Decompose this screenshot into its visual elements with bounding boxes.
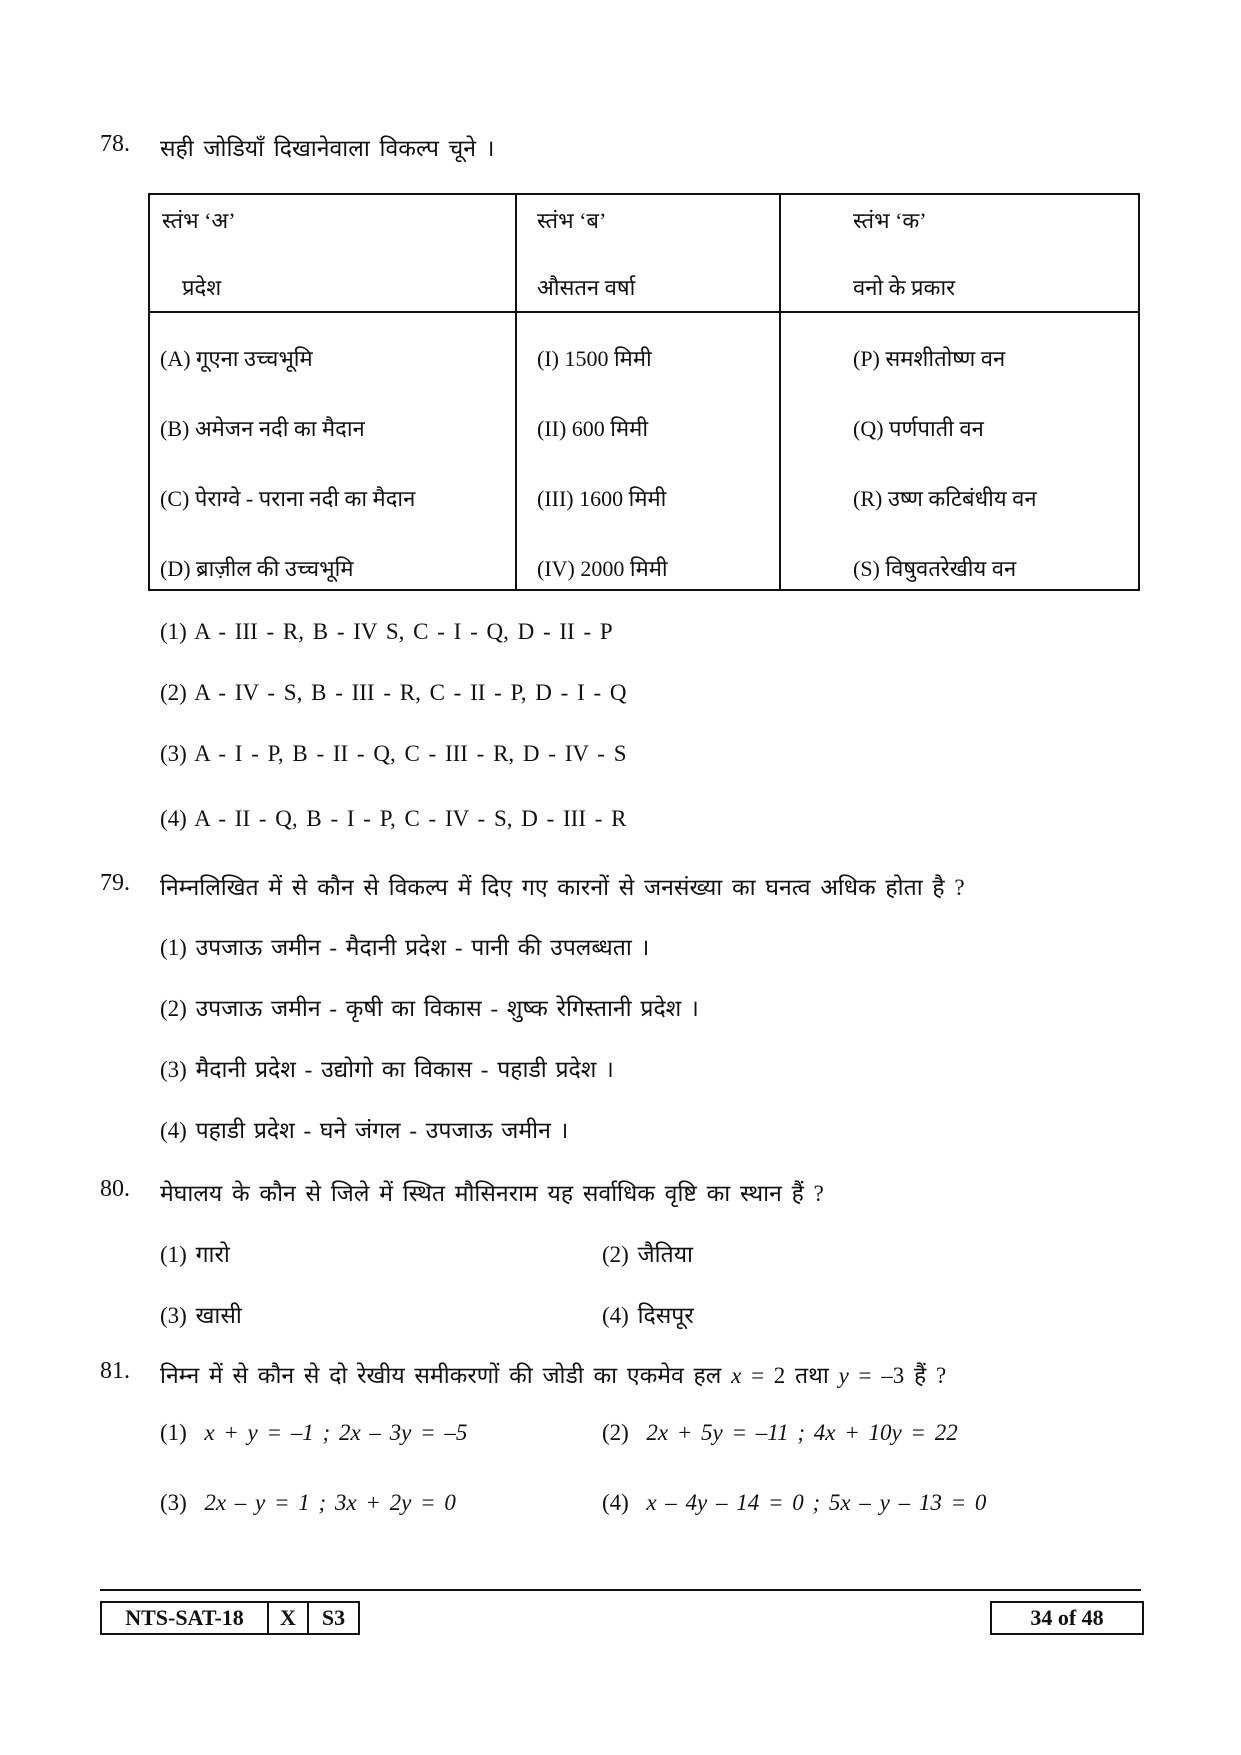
equation-pair: x + y = –1 ; 2x – 3y = –5: [204, 1420, 468, 1445]
answer-option[interactable]: (4) A - II - Q, B - I - P, C - IV - S, D - III - R: [160, 806, 627, 831]
list-item: (D) ब्राज़ील की उच्चभूमि: [160, 556, 354, 581]
column-subtitle: प्रदेश: [182, 275, 222, 300]
question-text-part: = 2 तथा: [751, 1363, 829, 1388]
option-number: (1): [160, 1420, 187, 1445]
list-item: (S) विषुवतरेखीय वन: [853, 556, 1017, 581]
answer-option[interactable]: [602, 1420, 958, 1446]
table-header-cell: [780, 194, 1139, 312]
equation-pair: 2x + 5y = –11 ; 4x + 10y = 22: [646, 1420, 958, 1445]
question-text: [160, 1358, 946, 1390]
answer-option[interactable]: (1) उपजाऊ जमीन - मैदानी प्रदेश - पानी की उपलब्धता ।: [160, 935, 650, 960]
page-number: 34 of 48: [1030, 1605, 1104, 1630]
list-item: (I) 1500 मिमी: [537, 346, 652, 371]
math-variable: y: [838, 1363, 849, 1388]
column-subtitle: औसतन वर्षा: [537, 275, 636, 300]
list-item: (III) 1600 मिमी: [537, 486, 667, 511]
question-number: 81.: [100, 1358, 130, 1384]
question-number: 80.: [100, 1176, 130, 1202]
list-item: (II) 600 मिमी: [537, 416, 649, 441]
answer-option[interactable]: [602, 1490, 986, 1516]
option-number: (3): [160, 1490, 187, 1515]
answer-option[interactable]: (2) A - IV - S, B - III - R, C - II - P, D - I - Q: [160, 680, 627, 705]
column-title: स्तंभ ‘ब’: [537, 208, 607, 233]
question-text: मेघालय के कौन से जिले में स्थित मौसिनराम यह सर्वाधिक वृष्टि का स्थान हैं ?: [160, 1181, 824, 1206]
matching-table: [148, 193, 1140, 591]
list-item: (B) अमेजन नदी का मैदान: [160, 416, 365, 441]
answer-option[interactable]: (4) पहाडी प्रदेश - घने जंगल - उपजाऊ जमीन ।: [160, 1118, 569, 1143]
list-item: (P) समशीतोष्ण वन: [853, 346, 1006, 371]
question-text: निम्नलिखित में से कौन से विकल्प में दिए गए कारनों से जनसंख्या का घनत्व अधिक होता है ?: [160, 875, 965, 900]
answer-option[interactable]: (2) उपजाऊ जमीन - कृषी का विकास - शुष्क रेगिस्तानी प्रदेश ।: [160, 996, 699, 1021]
option-number: (2): [602, 1420, 629, 1445]
footer-divider: [100, 1589, 1141, 1591]
question-number: 78.: [100, 131, 130, 157]
answer-option[interactable]: (4) दिसपूर: [602, 1303, 694, 1328]
answer-option[interactable]: (3) A - I - P, B - II - Q, C - III - R, D - IV - S: [160, 741, 627, 766]
table-header-cell: [149, 194, 516, 312]
list-item: (IV) 2000 मिमी: [537, 556, 668, 581]
class-label: X: [269, 1603, 309, 1633]
list-item: (C) पेराग्वे - पराना नदी का मैदान: [160, 486, 416, 511]
column-title: स्तंभ ‘क’: [853, 208, 927, 233]
section-label: S3: [321, 1605, 346, 1630]
column-a-cell: [149, 312, 516, 590]
answer-option[interactable]: [160, 1420, 467, 1446]
question-text-part: = –3 हैं ?: [858, 1363, 947, 1388]
equation-pair: 2x – y = 1 ; 3x + 2y = 0: [204, 1490, 456, 1515]
column-b-cell: [516, 312, 780, 590]
list-item: (A) गूएना उच्चभूमि: [160, 346, 313, 371]
answer-option[interactable]: (3) मैदानी प्रदेश - उद्योगो का विकास - पहाडी प्रदेश ।: [160, 1057, 614, 1082]
question-text: सही जोडियाँ दिखानेवाला विकल्प चूने ।: [160, 136, 495, 161]
table-header-cell: [516, 194, 780, 312]
list-item: (R) उष्ण कटिबंधीय वन: [853, 486, 1037, 511]
math-variable: x: [731, 1363, 742, 1388]
page-number-box: [990, 1601, 1144, 1635]
answer-option[interactable]: (2) जैतिया: [602, 1242, 693, 1267]
column-c-cell: [780, 312, 1139, 590]
list-item: (Q) पर्णपाती वन: [853, 416, 984, 441]
paper-code: NTS-SAT-18: [102, 1603, 269, 1633]
answer-option[interactable]: (1) A - III - R, B - IV S, C - I - Q, D - II - P: [160, 619, 613, 644]
column-title: स्तंभ ‘अ’: [162, 208, 236, 233]
answer-option[interactable]: (1) गारो: [160, 1242, 230, 1267]
paper-code-box: [100, 1601, 360, 1635]
option-number: (4): [602, 1490, 629, 1515]
question-text-part: निम्न में से कौन से दो रेखीय समीकरणों की जोडी का एकमेव हल: [160, 1363, 722, 1388]
question-number: 79.: [100, 870, 130, 896]
answer-option[interactable]: (3) खासी: [160, 1303, 242, 1328]
answer-option[interactable]: [160, 1490, 456, 1516]
column-subtitle: वनो के प्रकार: [853, 275, 956, 300]
equation-pair: x – 4y – 14 = 0 ; 5x – y – 13 = 0: [646, 1490, 987, 1515]
